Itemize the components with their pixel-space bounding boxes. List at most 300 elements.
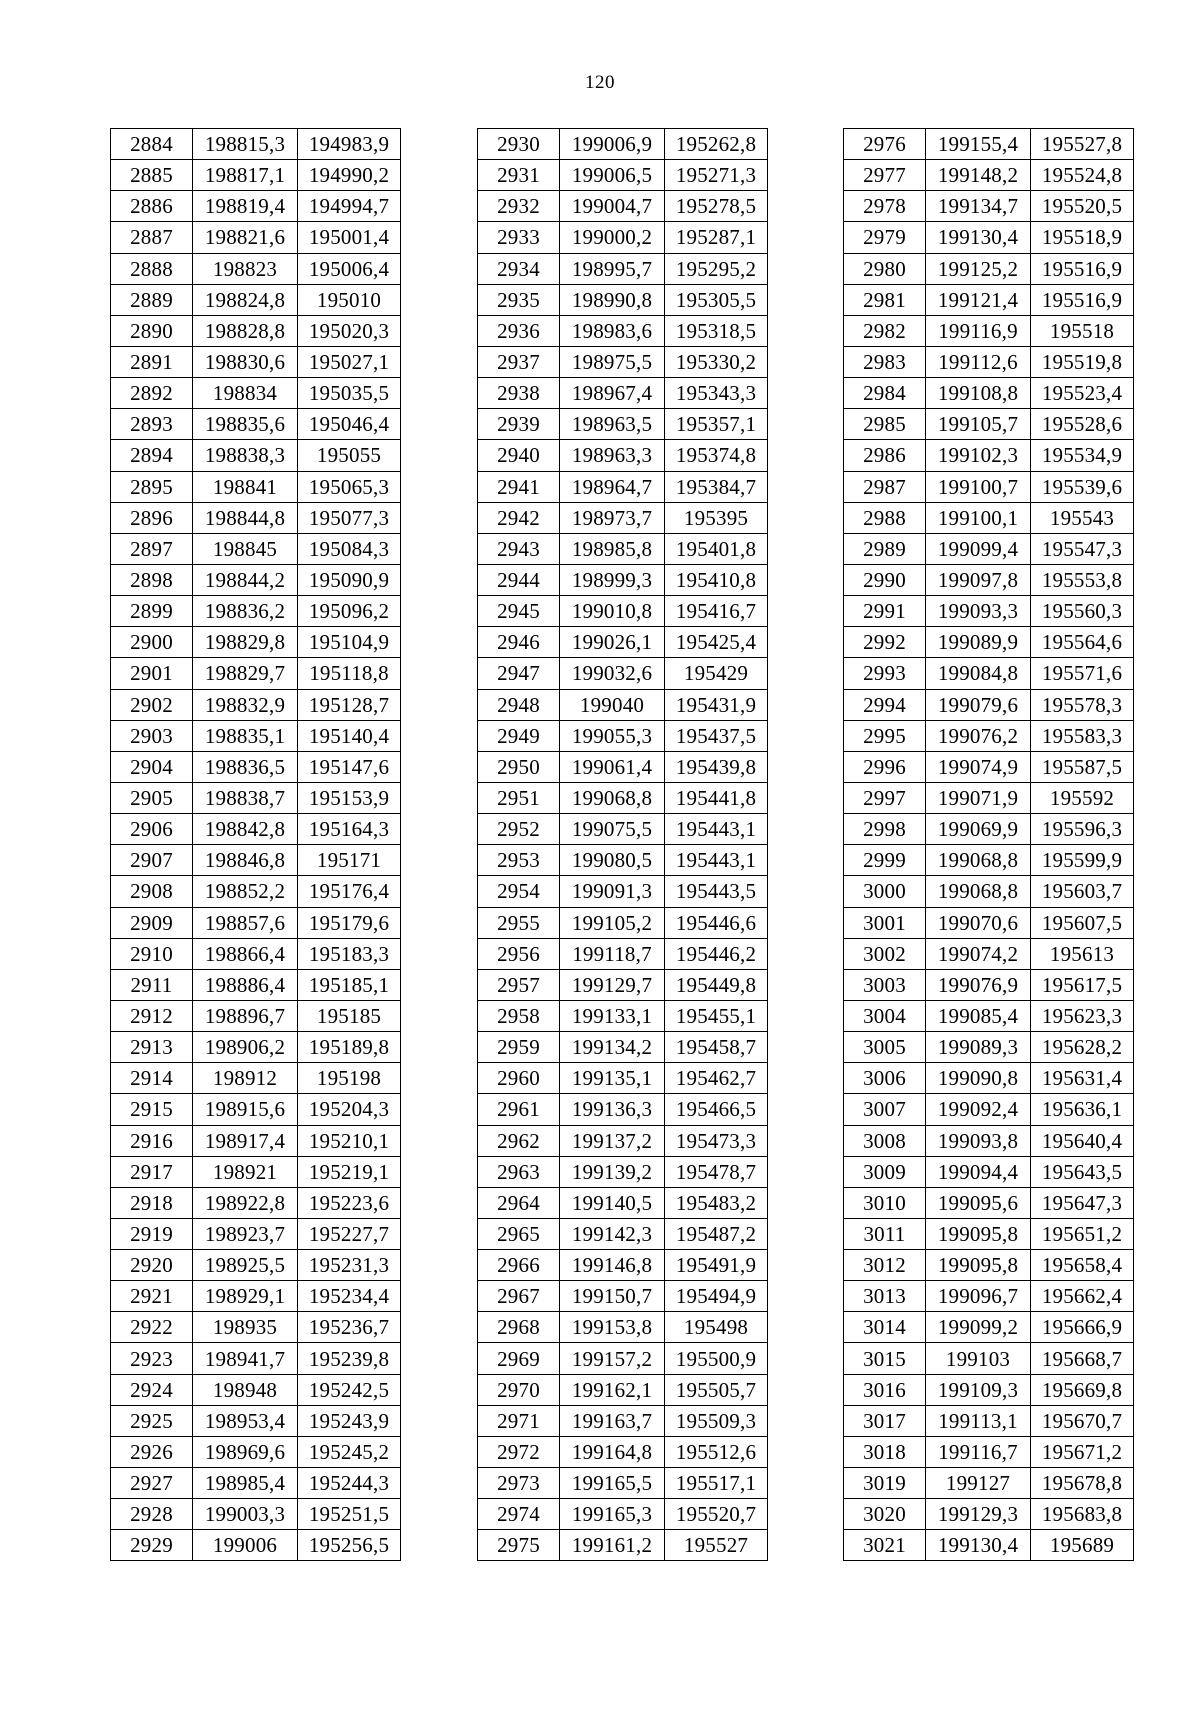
point-number-cell: 3006: [844, 1063, 926, 1094]
point-number-cell: 2934: [478, 253, 560, 284]
y-coordinate-cell: 195055: [298, 440, 401, 471]
table-row: [111, 720, 401, 751]
x-coordinate-cell: 199105,2: [560, 907, 665, 938]
table-row: [844, 315, 1134, 346]
y-coordinate-cell: 195523,4: [1031, 378, 1134, 409]
y-coordinate-cell: 195046,4: [298, 409, 401, 440]
point-number-cell: 2915: [111, 1094, 193, 1125]
x-coordinate-cell: 198917,4: [193, 1125, 298, 1156]
point-number-cell: 2885: [111, 160, 193, 191]
y-coordinate-cell: 195547,3: [1031, 533, 1134, 564]
table-row: [111, 876, 401, 907]
table-row: [111, 471, 401, 502]
x-coordinate-cell: 198830,6: [193, 346, 298, 377]
y-coordinate-cell: 195487,2: [665, 1218, 768, 1249]
point-number-cell: 2931: [478, 160, 560, 191]
x-coordinate-cell: 199134,7: [926, 191, 1031, 222]
y-coordinate-cell: 195636,1: [1031, 1094, 1134, 1125]
x-coordinate-cell: 199080,5: [560, 845, 665, 876]
table-row: [111, 1063, 401, 1094]
table-row: [111, 1499, 401, 1530]
x-coordinate-cell: 198845: [193, 533, 298, 564]
table-row: [111, 378, 401, 409]
point-number-cell: 2903: [111, 720, 193, 751]
y-coordinate-cell: 195425,4: [665, 627, 768, 658]
table-row: [111, 627, 401, 658]
x-coordinate-cell: 199010,8: [560, 596, 665, 627]
point-number-cell: 2951: [478, 782, 560, 813]
x-coordinate-cell: 198923,7: [193, 1218, 298, 1249]
y-coordinate-cell: 195256,5: [298, 1530, 401, 1561]
table-row: [844, 720, 1134, 751]
point-number-cell: 2979: [844, 222, 926, 253]
x-coordinate-cell: 199140,5: [560, 1187, 665, 1218]
table-row: [844, 596, 1134, 627]
table-row: [844, 1000, 1134, 1031]
point-number-cell: 2928: [111, 1499, 193, 1530]
table-row: [844, 1125, 1134, 1156]
y-coordinate-cell: 195227,7: [298, 1218, 401, 1249]
point-number-cell: 2962: [478, 1125, 560, 1156]
point-number-cell: 2954: [478, 876, 560, 907]
y-coordinate-cell: 195512,6: [665, 1436, 768, 1467]
table-row: [478, 315, 768, 346]
x-coordinate-cell: 198832,9: [193, 689, 298, 720]
y-coordinate-cell: 195198: [298, 1063, 401, 1094]
table-row: [111, 1468, 401, 1499]
point-number-cell: 2946: [478, 627, 560, 658]
x-coordinate-cell: 199113,1: [926, 1405, 1031, 1436]
table-row: [111, 969, 401, 1000]
point-number-cell: 3007: [844, 1094, 926, 1125]
y-coordinate-cell: 195096,2: [298, 596, 401, 627]
point-number-cell: 2925: [111, 1405, 193, 1436]
y-coordinate-cell: 195147,6: [298, 751, 401, 782]
y-coordinate-cell: 195651,2: [1031, 1218, 1134, 1249]
point-number-cell: 2989: [844, 533, 926, 564]
y-coordinate-cell: 195401,8: [665, 533, 768, 564]
point-number-cell: 2911: [111, 969, 193, 1000]
point-number-cell: 2930: [478, 129, 560, 160]
point-number-cell: 2929: [111, 1530, 193, 1561]
x-coordinate-cell: 198995,7: [560, 253, 665, 284]
y-coordinate-cell: 195553,8: [1031, 564, 1134, 595]
x-coordinate-cell: 198857,6: [193, 907, 298, 938]
x-coordinate-cell: 199089,9: [926, 627, 1031, 658]
x-coordinate-cell: 198912: [193, 1063, 298, 1094]
point-number-cell: 2995: [844, 720, 926, 751]
y-coordinate-cell: 195185,1: [298, 969, 401, 1000]
point-number-cell: 2958: [478, 1000, 560, 1031]
y-coordinate-cell: 195564,6: [1031, 627, 1134, 658]
point-number-cell: 2888: [111, 253, 193, 284]
table-row: [844, 1032, 1134, 1063]
point-number-cell: 2978: [844, 191, 926, 222]
y-coordinate-cell: 195243,9: [298, 1405, 401, 1436]
table-row: [111, 129, 401, 160]
y-coordinate-cell: 195524,8: [1031, 160, 1134, 191]
y-coordinate-cell: 195128,7: [298, 689, 401, 720]
table-row: [111, 346, 401, 377]
y-coordinate-cell: 195287,1: [665, 222, 768, 253]
y-coordinate-cell: 195518,9: [1031, 222, 1134, 253]
point-number-cell: 2959: [478, 1032, 560, 1063]
y-coordinate-cell: 195441,8: [665, 782, 768, 813]
table-row: [111, 782, 401, 813]
table-row: [844, 160, 1134, 191]
x-coordinate-cell: 199000,2: [560, 222, 665, 253]
x-coordinate-cell: 198824,8: [193, 284, 298, 315]
x-coordinate-cell: 198817,1: [193, 160, 298, 191]
point-number-cell: 2994: [844, 689, 926, 720]
point-number-cell: 2992: [844, 627, 926, 658]
table-row: [844, 564, 1134, 595]
y-coordinate-cell: 195439,8: [665, 751, 768, 782]
table-row: [478, 222, 768, 253]
table-row: [844, 1343, 1134, 1374]
y-coordinate-cell: 195437,5: [665, 720, 768, 751]
y-coordinate-cell: 195658,4: [1031, 1250, 1134, 1281]
y-coordinate-cell: 195520,7: [665, 1499, 768, 1530]
x-coordinate-cell: 198985,4: [193, 1468, 298, 1499]
x-coordinate-cell: 199148,2: [926, 160, 1031, 191]
table-row: [111, 533, 401, 564]
point-number-cell: 3019: [844, 1468, 926, 1499]
table-row: [844, 1312, 1134, 1343]
point-number-cell: 3002: [844, 938, 926, 969]
point-number-cell: 2889: [111, 284, 193, 315]
y-coordinate-cell: 195669,8: [1031, 1374, 1134, 1405]
y-coordinate-cell: 195262,8: [665, 129, 768, 160]
table-row: [844, 346, 1134, 377]
table-row: [111, 1343, 401, 1374]
x-coordinate-cell: 198819,4: [193, 191, 298, 222]
table-row: [478, 1125, 768, 1156]
y-coordinate-cell: 195603,7: [1031, 876, 1134, 907]
x-coordinate-cell: 198836,5: [193, 751, 298, 782]
x-coordinate-cell: 199139,2: [560, 1156, 665, 1187]
point-number-cell: 3005: [844, 1032, 926, 1063]
y-coordinate-cell: 195446,2: [665, 938, 768, 969]
point-number-cell: 3004: [844, 1000, 926, 1031]
point-number-cell: 2984: [844, 378, 926, 409]
y-coordinate-cell: 195245,2: [298, 1436, 401, 1467]
x-coordinate-cell: 198852,2: [193, 876, 298, 907]
point-number-cell: 2927: [111, 1468, 193, 1499]
x-coordinate-cell: 199109,3: [926, 1374, 1031, 1405]
table-row: [111, 1405, 401, 1436]
x-coordinate-cell: 199095,8: [926, 1218, 1031, 1249]
x-coordinate-cell: 198836,2: [193, 596, 298, 627]
x-coordinate-cell: 198815,3: [193, 129, 298, 160]
x-coordinate-cell: 198963,3: [560, 440, 665, 471]
point-number-cell: 2904: [111, 751, 193, 782]
point-number-cell: 2884: [111, 129, 193, 160]
x-coordinate-cell: 199074,9: [926, 751, 1031, 782]
table-row: [844, 969, 1134, 1000]
x-coordinate-cell: 199099,4: [926, 533, 1031, 564]
table-row: [478, 782, 768, 813]
point-number-cell: 2887: [111, 222, 193, 253]
point-number-cell: 2914: [111, 1063, 193, 1094]
x-coordinate-cell: 199146,8: [560, 1250, 665, 1281]
x-coordinate-cell: 198915,6: [193, 1094, 298, 1125]
table-row: [111, 1530, 401, 1561]
y-coordinate-cell: 195443,5: [665, 876, 768, 907]
point-number-cell: 2955: [478, 907, 560, 938]
x-coordinate-cell: 198983,6: [560, 315, 665, 346]
point-number-cell: 3011: [844, 1218, 926, 1249]
table-row: [111, 284, 401, 315]
x-coordinate-cell: 199084,8: [926, 658, 1031, 689]
table-row: [111, 315, 401, 346]
x-coordinate-cell: 198967,4: [560, 378, 665, 409]
point-number-cell: 2948: [478, 689, 560, 720]
x-coordinate-cell: 199068,8: [926, 845, 1031, 876]
y-coordinate-cell: 195689: [1031, 1530, 1134, 1561]
x-coordinate-cell: 199133,1: [560, 1000, 665, 1031]
table-row: [111, 814, 401, 845]
y-coordinate-cell: 195509,3: [665, 1405, 768, 1436]
table-row: [111, 938, 401, 969]
table-row: [111, 1250, 401, 1281]
table-row: [111, 1156, 401, 1187]
y-coordinate-cell: 195560,3: [1031, 596, 1134, 627]
point-number-cell: 2940: [478, 440, 560, 471]
table-row: [478, 1405, 768, 1436]
point-number-cell: 3003: [844, 969, 926, 1000]
point-number-cell: 2897: [111, 533, 193, 564]
x-coordinate-cell: 199102,3: [926, 440, 1031, 471]
x-coordinate-cell: 198866,4: [193, 938, 298, 969]
y-coordinate-cell: 195153,9: [298, 782, 401, 813]
point-number-cell: 2942: [478, 502, 560, 533]
table-row: [111, 1281, 401, 1312]
table-row: [478, 907, 768, 938]
table-row: [844, 845, 1134, 876]
point-number-cell: 2980: [844, 253, 926, 284]
y-coordinate-cell: 195662,4: [1031, 1281, 1134, 1312]
point-number-cell: 3013: [844, 1281, 926, 1312]
y-coordinate-cell: 195491,9: [665, 1250, 768, 1281]
y-coordinate-cell: 195020,3: [298, 315, 401, 346]
y-coordinate-cell: 194994,7: [298, 191, 401, 222]
x-coordinate-cell: 198835,1: [193, 720, 298, 751]
x-coordinate-cell: 199121,4: [926, 284, 1031, 315]
y-coordinate-cell: 194990,2: [298, 160, 401, 191]
table-row: [111, 596, 401, 627]
x-coordinate-cell: 199116,7: [926, 1436, 1031, 1467]
x-coordinate-cell: 199070,6: [926, 907, 1031, 938]
table-row: [478, 969, 768, 1000]
table-row: [844, 689, 1134, 720]
y-coordinate-cell: 195185: [298, 1000, 401, 1031]
table-row: [844, 253, 1134, 284]
table-row: [111, 1187, 401, 1218]
x-coordinate-cell: 199090,8: [926, 1063, 1031, 1094]
x-coordinate-cell: 199003,3: [193, 1499, 298, 1530]
y-coordinate-cell: 195118,8: [298, 658, 401, 689]
y-coordinate-cell: 195498: [665, 1312, 768, 1343]
x-coordinate-cell: 198828,8: [193, 315, 298, 346]
y-coordinate-cell: 195251,5: [298, 1499, 401, 1530]
x-coordinate-cell: 199129,7: [560, 969, 665, 1000]
point-number-cell: 2975: [478, 1530, 560, 1561]
y-coordinate-cell: 195528,6: [1031, 409, 1134, 440]
y-coordinate-cell: 195571,6: [1031, 658, 1134, 689]
y-coordinate-cell: 195210,1: [298, 1125, 401, 1156]
table-row: [111, 845, 401, 876]
point-number-cell: 2890: [111, 315, 193, 346]
table-row: [111, 253, 401, 284]
y-coordinate-cell: 195318,5: [665, 315, 768, 346]
point-number-cell: 2913: [111, 1032, 193, 1063]
y-coordinate-cell: 195683,8: [1031, 1499, 1134, 1530]
table-row: [844, 1187, 1134, 1218]
table-row: [478, 1281, 768, 1312]
y-coordinate-cell: 195443,1: [665, 845, 768, 876]
table-row: [844, 1281, 1134, 1312]
x-coordinate-cell: 199071,9: [926, 782, 1031, 813]
y-coordinate-cell: 195628,2: [1031, 1032, 1134, 1063]
point-number-cell: 2944: [478, 564, 560, 595]
table-row: [111, 1436, 401, 1467]
table-row: [111, 689, 401, 720]
y-coordinate-cell: 195374,8: [665, 440, 768, 471]
x-coordinate-cell: 199097,8: [926, 564, 1031, 595]
x-coordinate-cell: 198823: [193, 253, 298, 284]
y-coordinate-cell: 195090,9: [298, 564, 401, 595]
x-coordinate-cell: 198834: [193, 378, 298, 409]
x-coordinate-cell: 199091,3: [560, 876, 665, 907]
x-coordinate-cell: 199094,4: [926, 1156, 1031, 1187]
table-row: [844, 1094, 1134, 1125]
table-row: [478, 596, 768, 627]
point-number-cell: 3017: [844, 1405, 926, 1436]
x-coordinate-cell: 199068,8: [560, 782, 665, 813]
table-row: [844, 1374, 1134, 1405]
table-row: [478, 814, 768, 845]
x-coordinate-cell: 199135,1: [560, 1063, 665, 1094]
table-row: [478, 1530, 768, 1561]
point-number-cell: 2918: [111, 1187, 193, 1218]
y-coordinate-cell: 195330,2: [665, 346, 768, 377]
x-coordinate-cell: 199089,3: [926, 1032, 1031, 1063]
y-coordinate-cell: 195010: [298, 284, 401, 315]
table-row: [844, 1530, 1134, 1561]
y-coordinate-cell: 195613: [1031, 938, 1134, 969]
x-coordinate-cell: 199125,2: [926, 253, 1031, 284]
y-coordinate-cell: 195505,7: [665, 1374, 768, 1405]
point-number-cell: 2909: [111, 907, 193, 938]
point-number-cell: 2906: [111, 814, 193, 845]
x-coordinate-cell: 199118,7: [560, 938, 665, 969]
x-coordinate-cell: 199130,4: [926, 1530, 1031, 1561]
table-row: [844, 1250, 1134, 1281]
point-number-cell: 3008: [844, 1125, 926, 1156]
y-coordinate-cell: 195617,5: [1031, 969, 1134, 1000]
table-row: [844, 1499, 1134, 1530]
coordinates-table-2: [477, 128, 768, 1561]
point-number-cell: 2924: [111, 1374, 193, 1405]
point-number-cell: 3012: [844, 1250, 926, 1281]
x-coordinate-cell: 199162,1: [560, 1374, 665, 1405]
point-number-cell: 2972: [478, 1436, 560, 1467]
x-coordinate-cell: 199093,8: [926, 1125, 1031, 1156]
point-number-cell: 2990: [844, 564, 926, 595]
point-number-cell: 2960: [478, 1063, 560, 1094]
x-coordinate-cell: 199165,5: [560, 1468, 665, 1499]
point-number-cell: 2970: [478, 1374, 560, 1405]
x-coordinate-cell: 199134,2: [560, 1032, 665, 1063]
point-number-cell: 2998: [844, 814, 926, 845]
table-row: [478, 409, 768, 440]
x-coordinate-cell: 198838,3: [193, 440, 298, 471]
y-coordinate-cell: 195431,9: [665, 689, 768, 720]
table-row: [111, 1374, 401, 1405]
table-row: [478, 876, 768, 907]
point-number-cell: 2932: [478, 191, 560, 222]
x-coordinate-cell: 199076,9: [926, 969, 1031, 1000]
x-coordinate-cell: 199099,2: [926, 1312, 1031, 1343]
y-coordinate-cell: 195466,5: [665, 1094, 768, 1125]
point-number-cell: 2974: [478, 1499, 560, 1530]
x-coordinate-cell: 199006,9: [560, 129, 665, 160]
point-number-cell: 2968: [478, 1312, 560, 1343]
table-row: [111, 222, 401, 253]
point-number-cell: 2922: [111, 1312, 193, 1343]
x-coordinate-cell: 198906,2: [193, 1032, 298, 1063]
table-row: [844, 533, 1134, 564]
table-row: [478, 1032, 768, 1063]
table-row: [478, 720, 768, 751]
point-number-cell: 3001: [844, 907, 926, 938]
x-coordinate-cell: 199095,6: [926, 1187, 1031, 1218]
point-number-cell: 2987: [844, 471, 926, 502]
table-row: [478, 502, 768, 533]
table-row: [478, 471, 768, 502]
y-coordinate-cell: 195473,3: [665, 1125, 768, 1156]
x-coordinate-cell: 199100,1: [926, 502, 1031, 533]
y-coordinate-cell: 195295,2: [665, 253, 768, 284]
table-row: [478, 1343, 768, 1374]
table-row: [844, 471, 1134, 502]
y-coordinate-cell: 195179,6: [298, 907, 401, 938]
table-row: [478, 1000, 768, 1031]
point-number-cell: 2973: [478, 1468, 560, 1499]
table-row: [844, 191, 1134, 222]
table-row: [111, 1094, 401, 1125]
table-row: [111, 409, 401, 440]
table-row: [478, 378, 768, 409]
y-coordinate-cell: 195631,4: [1031, 1063, 1134, 1094]
table-row: [844, 938, 1134, 969]
table-row: [478, 1094, 768, 1125]
point-number-cell: 2966: [478, 1250, 560, 1281]
x-coordinate-cell: 199165,3: [560, 1499, 665, 1530]
x-coordinate-cell: 198990,8: [560, 284, 665, 315]
point-number-cell: 2912: [111, 1000, 193, 1031]
y-coordinate-cell: 195176,4: [298, 876, 401, 907]
table-row: [844, 378, 1134, 409]
point-number-cell: 2969: [478, 1343, 560, 1374]
point-number-cell: 2952: [478, 814, 560, 845]
point-number-cell: 2905: [111, 782, 193, 813]
table-row: [844, 284, 1134, 315]
point-number-cell: 2938: [478, 378, 560, 409]
x-coordinate-cell: 199105,7: [926, 409, 1031, 440]
point-number-cell: 2898: [111, 564, 193, 595]
